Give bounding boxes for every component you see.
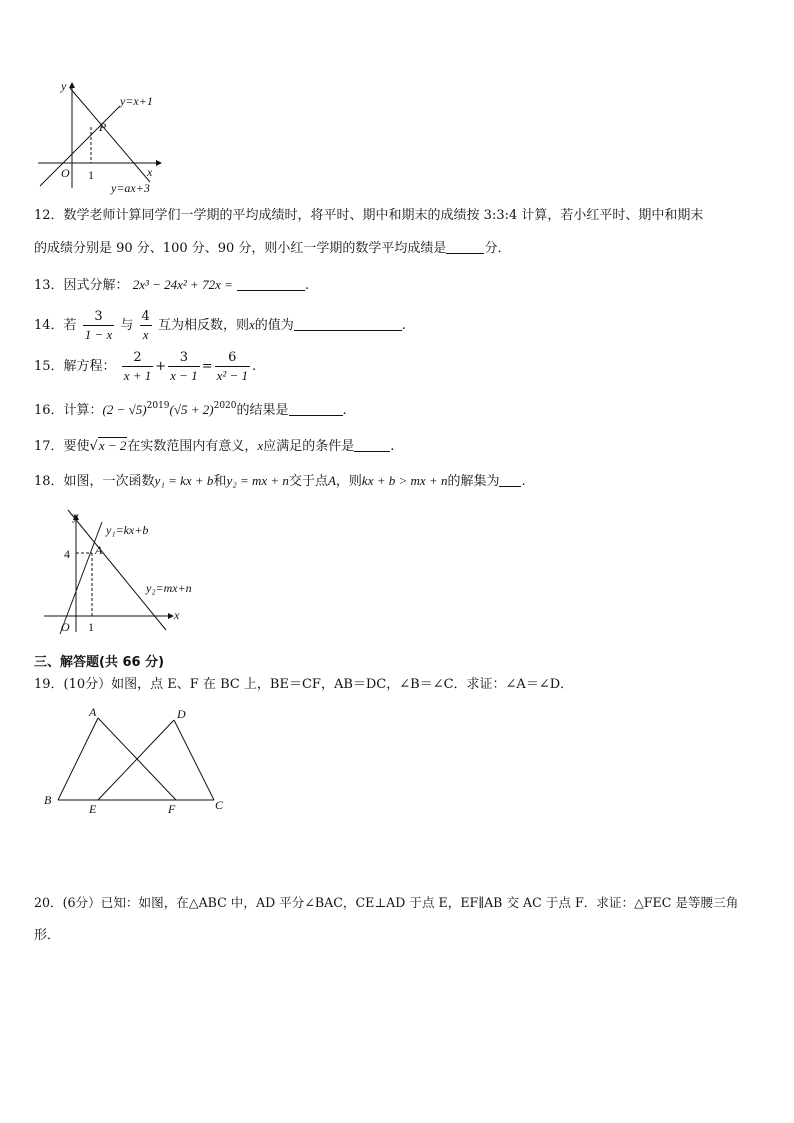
origin-label: O	[61, 166, 70, 180]
question-15-suffix: .	[252, 359, 257, 374]
question-16-prefix: 16．计算：	[34, 403, 103, 418]
question-16	[34, 402, 347, 419]
question-14-after: 互为相反数，则	[157, 318, 249, 333]
question-16-exp1: 2019	[146, 401, 170, 411]
question-14-after2: 的值为	[254, 318, 294, 333]
answer-blank-14[interactable]	[294, 318, 402, 331]
figure-lines-intersection-p	[34, 76, 174, 196]
question-12-line2	[34, 241, 510, 257]
label-d: D	[177, 707, 186, 721]
question-18-f2: y₂ = mx + n	[226, 473, 289, 488]
question-18-after: 的解集为	[447, 474, 500, 489]
label-f: F	[168, 802, 176, 816]
line-y-eq-x-plus-1	[40, 106, 120, 186]
question-20-line2: 形．	[34, 928, 61, 943]
question-18-f1: y₁ = kx + b	[154, 473, 214, 488]
fraction-4-over-x: $\frac{4}{x}$	[141, 309, 150, 342]
question-13-prefix: 13．因式分解：	[34, 278, 129, 293]
line1-label: y=x+1	[120, 94, 153, 108]
question-18-inequality: kx + b > mx + n	[361, 473, 448, 488]
question-13-suffix: .	[305, 278, 310, 293]
question-14-mid: 与	[120, 318, 134, 333]
x-axis-label: x	[147, 165, 153, 179]
line-y1-label: y₁=kx+b	[106, 523, 149, 537]
question-17-after: 应满足的条件是	[263, 439, 355, 454]
question-18-point: A	[327, 473, 336, 488]
figure-y1-y2-intersection-a	[36, 508, 206, 636]
label-e: E	[89, 802, 97, 816]
answer-blank-12[interactable]	[446, 241, 484, 254]
label-b: B	[44, 793, 52, 807]
question-17-prefix: 17．要使	[34, 439, 90, 454]
question-18-suffix: .	[521, 474, 526, 489]
segment-ab	[58, 718, 98, 800]
question-12-text: 的成绩分别是 90 分、100 分、90 分，则小红一学期的数学平均成绩是	[34, 241, 447, 256]
origin-label: O	[61, 620, 70, 634]
question-14-prefix: 14．若	[34, 318, 77, 333]
question-18	[34, 473, 526, 490]
question-15	[34, 348, 256, 386]
point-p-label: P	[99, 120, 107, 134]
x-tick-1: 1	[88, 620, 94, 634]
y-tick-4: 4	[64, 547, 70, 561]
segment-ed	[98, 720, 174, 800]
line-y1	[60, 522, 102, 634]
question-17-var: x	[257, 438, 264, 453]
question-17	[34, 438, 394, 455]
question-18-then: ，则	[335, 474, 362, 489]
line2-label: y=ax+3	[111, 181, 150, 195]
x-axis-arrow	[156, 160, 162, 166]
question-16-suffix: .	[342, 403, 347, 418]
y-axis-label: y	[73, 509, 79, 523]
line-y2-label: y₂=mx+n	[146, 581, 192, 595]
question-15-equals: =	[201, 359, 213, 374]
question-12-line1: 12．数学老师计算同学们一学期的平均成绩时，将平时、期中和期末的成绩按 3:3:4 计算，若小红平时、期中和期末	[34, 208, 704, 223]
question-16-base1: (2 − √5)	[102, 402, 147, 417]
section-3-heading: 三、解答题(共 66 分)	[34, 655, 165, 670]
question-15-prefix: 15．解方程：	[34, 359, 116, 374]
question-17-suffix: .	[390, 439, 395, 454]
question-18-and: 和	[213, 474, 227, 489]
y-axis-arrow	[69, 82, 75, 88]
question-18-prefix: 18．如图，一次函数	[34, 474, 155, 489]
answer-blank-13[interactable]	[237, 278, 305, 291]
point-a-label: A	[95, 543, 103, 557]
figure-triangles-abf-dec	[40, 700, 240, 822]
question-14-var: x	[248, 317, 255, 332]
answer-blank-18[interactable]	[499, 474, 521, 487]
question-20-line1: 20．(6分）已知：如图，在△ABC 中，AD 平分∠BAC，CE⊥AD 于点 E，EF∥AB 交 AC 于点 F．求证：△FEC 是等腰三角	[34, 895, 739, 910]
question-17-radicand: x − 2	[98, 438, 127, 453]
fraction-3-over-x-minus-1: $\frac{3}{x - 1}$	[170, 350, 198, 383]
tick-1-label: 1	[88, 168, 94, 182]
question-12-suffix: 分．	[484, 241, 511, 256]
sqrt-symbol: √	[89, 439, 98, 454]
question-16-after: 的结果是	[236, 403, 289, 418]
question-13	[34, 277, 309, 294]
label-a: A	[89, 705, 97, 719]
question-14-suffix: .	[401, 318, 406, 333]
question-19: 19．(10分）如图，点 E、F 在 BC 上，BE＝CF，AB＝DC，∠B＝∠C．求证：∠A＝∠D．	[34, 677, 574, 692]
question-16-base2: (√5 + 2)	[169, 402, 214, 417]
y-axis-label: y	[61, 79, 67, 93]
answer-blank-17[interactable]	[354, 439, 390, 452]
segment-dc	[174, 720, 214, 800]
label-c: C	[215, 798, 224, 812]
question-15-plus: +	[155, 359, 167, 374]
question-16-exp2: 2020	[213, 401, 237, 411]
x-axis-label: x	[174, 608, 180, 622]
question-13-expression: 2x³ − 24x² + 72x =	[132, 277, 233, 292]
fraction-2-over-x-plus-1: $\frac{2}{x + 1}$	[123, 350, 152, 383]
question-18-mid: 交于点	[288, 474, 328, 489]
question-14	[34, 306, 406, 345]
fraction-3-over-1-minus-x: $\frac{3}{1 - x}$	[84, 309, 113, 342]
question-17-mid: 在实数范围内有意义，	[127, 439, 258, 454]
answer-blank-16[interactable]	[289, 403, 343, 416]
fraction-6-over-x2-minus-1: $\frac{6}{\text{x² − 1}}$	[216, 350, 249, 383]
